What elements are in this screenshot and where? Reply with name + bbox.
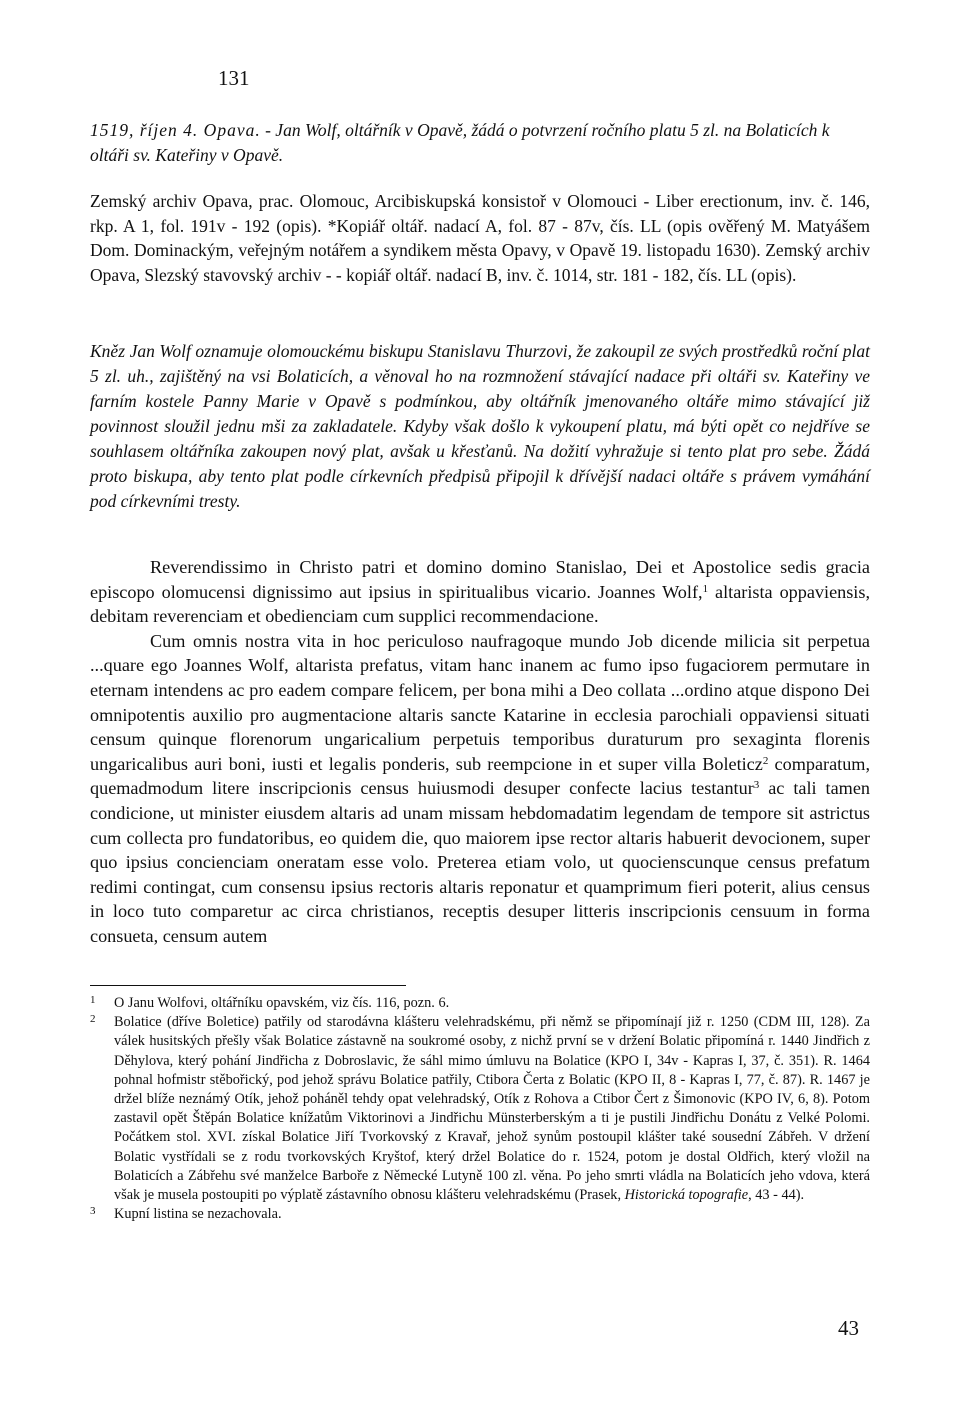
regest-summary: Kněz Jan Wolf oznamuje olomouckému biskupu Stanislavu Thurzovi, že zakoupil ze svých prostředků roční plat 5 zl. uh., zajištěný na vsi Bolaticích, a věnoval ho na rozmnožení stávající nadace při oltáři sv. Kateřiny ve farním kostele Panny Marie v Opavě s podmínkou, aby oltářník jmenovaného oltáře mimo stávající již povinnost sloužil jednu mši za zakladatele. Kdyby však došlo k vykoupení platu, má býti opět co nejdříve se souhlasem oltářníka zakoupen nový plat, avšak u křesťanů. Na dožití vyhražuje si tento plat pro sebe. Žádá proto biskupa, aby tento plat podle církevních předpisů připojil k dřívější nadaci oltáře s právem vymáhání pod církevními tresty. xyxy=(90,341,870,511)
latin-paragraph-2-part-1: Cum omnis nostra vita in hoc periculoso naufragoque mundo Job dicende milicia sit perpetua ...quare ego Joannes Wolf, altarista prefatus, vitam hanc inanem ac fumo ipso fugaciorem permutare in eternam intendens ac pro eadem compare felicem, per bona mihi a Deo collata ...ordino atque dispono Dei omnipotentis auxilio pro augmentacione altaris sancte Katarine in ecclesia parochiali oppaviensi situati censum quinque florenorum ungaricalium perpetuis temporibus duraturum pro sexaginta florenis ungaricalibus auri boni, iusti et legalis ponderis, sub reempcione in et super villa Boleticz xyxy=(90,630,870,774)
heading-date: 1519, říjen 4. Opava. xyxy=(90,120,261,140)
footnote-1-text: O Janu Wolfovi, oltářníku opavském, viz čís. 116, pozn. 6. xyxy=(114,995,450,1011)
latin-paragraph-1-part-2: altarista oppaviensis, debitam reverenciam et obedienciam cum supplici recommendacione. xyxy=(90,581,870,627)
footnote-1 xyxy=(90,994,870,1013)
footnote-2 xyxy=(90,1013,870,1205)
footnote-2-tail: , 43 - 44). xyxy=(748,1187,805,1204)
footnote-1-mark: 1 xyxy=(90,994,96,1006)
latin-text xyxy=(90,555,870,949)
footnote-ref-2: 2 xyxy=(762,754,769,767)
footnotes xyxy=(90,994,870,1224)
document-heading xyxy=(90,118,870,168)
footnote-3-mark: 3 xyxy=(90,1205,96,1218)
archival-source-note: Zemský archiv Opava, prac. Olomouc, Arcibiskupská konsistoř v Olomouci - Liber erectionum, inv. č. 146, rkp. A 1, fol. 191v - 192 (opis). *Kopiář oltář. nadací A, fol. 87 - 87v, čís. LL (opis ověřený M. Matyášem Dom. Dominackým, veřejným notářem a syndikem města Opavy, v Opavě 19. listopadu 1630). Zemský archiv Opava, Slezský stavovský archiv - - kopiář oltář. nadací B, inv. č. 1014, str. 181 - 182, čís. LL (opis). xyxy=(90,191,870,285)
page-number-top: 131 xyxy=(218,66,250,90)
latin-paragraph-1-part-1: Reverendissimo in Christo patri et domino domino Stanislao, Dei et Apostolice sedis gracia episcopo olomucensi dignissimo aut ipsius in spiritualibus vicario. Joannes Wolf, xyxy=(90,557,870,602)
latin-paragraph-2 xyxy=(90,629,870,949)
footnote-ref-1: 1 xyxy=(702,582,709,595)
footnote-2-text: Bolatice (dříve Boletice) patřily od starodávna klášteru velehradskému, při němž se připomínají již r. 1250 (CDM III, 128). Za válek husitských přešly však Bolatice zástavně na soukromé osoby, z nichž první se v držení Bolatic připomíná r. 1440 Jindřich z Děhylova, který pohání Jindřicha z Dobroslavic, že sáhl mimo úmluvu na Bolatice (KPO I, 34v - Kapras I, 37, č. 351). R. 1464 pohnal hofmistr stěbořický, pod jehož správu Bolatice patřily, Ctibora Čerta z Bolatic (KPO II, 8 - Kapras I, 77, č. 87). R. 1467 je držel blíže neznámý Otík, jehož poháněl tehdy opat velehradský, Otík z Rohova a Ctibor Čert z Šimonovic (KPO IV, 6, 8). Potom zastavil opět Štěpán Bolatice knížatům Viktorinovi a Jindřichu Münsterberským a ti je pustili Jindřichu Donátu z Velké Polomi. Počátkem stol. XVI. získal Bolatice Jiří Tvorkovský z Kravař, jehož synům postoupil klášter také sousední Zábřeh. V držení Bolatic vystřídali se z rodu tvorkovských Kryštof, který držel Bolatice do r. 1524, potom je dostal Oldřich, který vložil na Bolaticích a Zábřehu své manželce Barboře z Německé Lutyně 100 zl. věna. Po jeho smrti vládla na Bolaticích jeho vdova, která však je musela postoupiti po výplatě zástavního obnosu klášteru velehradskému (Prasek, xyxy=(114,1014,870,1204)
footnote-2-italic-title: Historická topografie xyxy=(624,1187,749,1204)
heading-text: - Jan Wolf, oltářník v Opavě, žádá o potvrzení ročního platu 5 zl. na Bolaticích k oltáři sv. Kateřiny v Opavě. xyxy=(90,120,830,165)
page-number-bottom: 43 xyxy=(838,1316,859,1340)
latin-paragraph-1 xyxy=(90,555,870,629)
footnote-3 xyxy=(90,1205,870,1224)
footnote-ref-3: 3 xyxy=(753,779,760,792)
latin-paragraph-2-part-3: ac tali tamen condicione, ut minister eiusdem altaris ad unam missam hebdomadatim legendam de tempore sit astrictus cum collecta pro fundatoribus, eo quidem die, quo maiorem ipse rector altaris habuerit devocionem, super quo ipsius concienciam oneratam esse volo. Preterea etiam volo, ut quocienscunque census prefatum redimi contingat, cum consensu ipsius rectoris altaris reponatur et quamprimum fieri poterit, alius census in loco tuto comparetur ac circa christianos, receptis desuper litteris inscripcionis censuum in forma consueta, censum autem xyxy=(90,778,870,946)
footnote-separator xyxy=(90,985,406,986)
footnote-3-text: Kupní listina se nezachovala. xyxy=(114,1206,282,1223)
footnote-2-mark: 2 xyxy=(90,1013,96,1026)
latin-paragraph-2-part-2: comparatum, quemadmodum litere inscripcionis census huiusmodi desuper confecte lacius testantur xyxy=(90,753,870,799)
